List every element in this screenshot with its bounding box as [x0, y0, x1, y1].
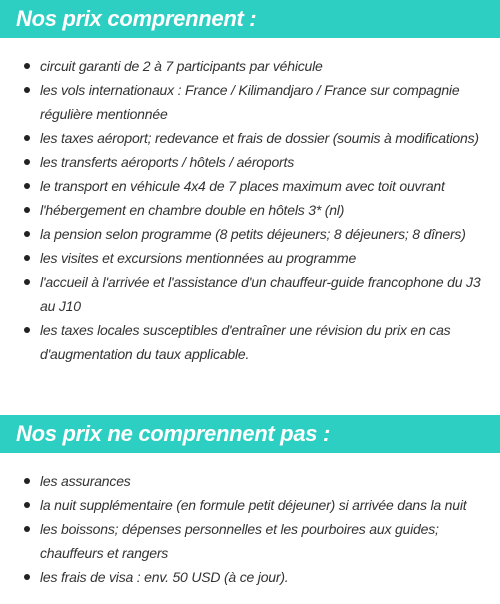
- included-section-header: [0, 0, 500, 38]
- bullet-icon: [24, 574, 30, 580]
- bullet-icon: [24, 207, 30, 213]
- bullet-icon: [24, 526, 30, 532]
- excluded-list: [0, 469, 500, 589]
- bullet-icon: [24, 327, 30, 333]
- list-item: [0, 517, 500, 565]
- list-item: [0, 54, 500, 78]
- bullet-icon: [24, 279, 30, 285]
- list-item-text: les taxes aéroport; redevance et frais de dossier (soumis à modifications): [40, 130, 479, 146]
- list-item-text: les taxes locales susceptibles d'entraîner une révision du prix en cas d'augmentation du taux applicable.: [40, 322, 451, 362]
- list-item: [0, 78, 500, 126]
- list-item-text: l'hébergement en chambre double en hôtels 3* (nl): [40, 202, 345, 218]
- bullet-icon: [24, 135, 30, 141]
- list-item: [0, 493, 500, 517]
- list-item-text: la pension selon programme (8 petits déjeuners; 8 déjeuners; 8 dîners): [40, 226, 466, 242]
- bullet-icon: [24, 502, 30, 508]
- bullet-icon: [24, 63, 30, 69]
- list-item: [0, 126, 500, 150]
- list-item-text: la nuit supplémentaire (en formule petit déjeuner) si arrivée dans la nuit: [40, 497, 467, 513]
- list-item-text: circuit garanti de 2 à 7 participants par véhicule: [40, 58, 323, 74]
- list-item-text: l'accueil à l'arrivée et l'assistance d'un chauffeur-guide francophone du J3 au J10: [40, 274, 481, 314]
- list-item: [0, 150, 500, 174]
- bullet-icon: [24, 159, 30, 165]
- bullet-icon: [24, 231, 30, 237]
- list-item: [0, 318, 500, 366]
- list-item: [0, 174, 500, 198]
- bullet-icon: [24, 478, 30, 484]
- list-item-text: les frais de visa : env. 50 USD (à ce jour).: [40, 569, 289, 585]
- excluded-section-title: Nos prix ne comprennent pas :: [16, 421, 331, 446]
- bullet-icon: [24, 255, 30, 261]
- list-item: [0, 246, 500, 270]
- included-section-title: Nos prix comprennent :: [16, 6, 257, 31]
- list-item-text: les assurances: [40, 473, 131, 489]
- list-item: [0, 198, 500, 222]
- bullet-icon: [24, 183, 30, 189]
- list-item-text: les visites et excursions mentionnées au programme: [40, 250, 357, 266]
- list-item: [0, 270, 500, 318]
- list-item-text: le transport en véhicule 4x4 de 7 places maximum avec toit ouvrant: [40, 178, 445, 194]
- list-item: [0, 565, 500, 589]
- list-item-text: les vols internationaux : France / Kilimandjaro / France sur compagnie régulière mentionnée: [40, 82, 460, 122]
- list-item: [0, 222, 500, 246]
- excluded-section-header: [0, 415, 500, 453]
- list-item-text: les boissons; dépenses personnelles et les pourboires aux guides; chauffeurs et rangers: [40, 521, 439, 561]
- included-list: [0, 54, 500, 366]
- list-item: [0, 469, 500, 493]
- list-item-text: les transferts aéroports / hôtels / aéroports: [40, 154, 295, 170]
- bullet-icon: [24, 87, 30, 93]
